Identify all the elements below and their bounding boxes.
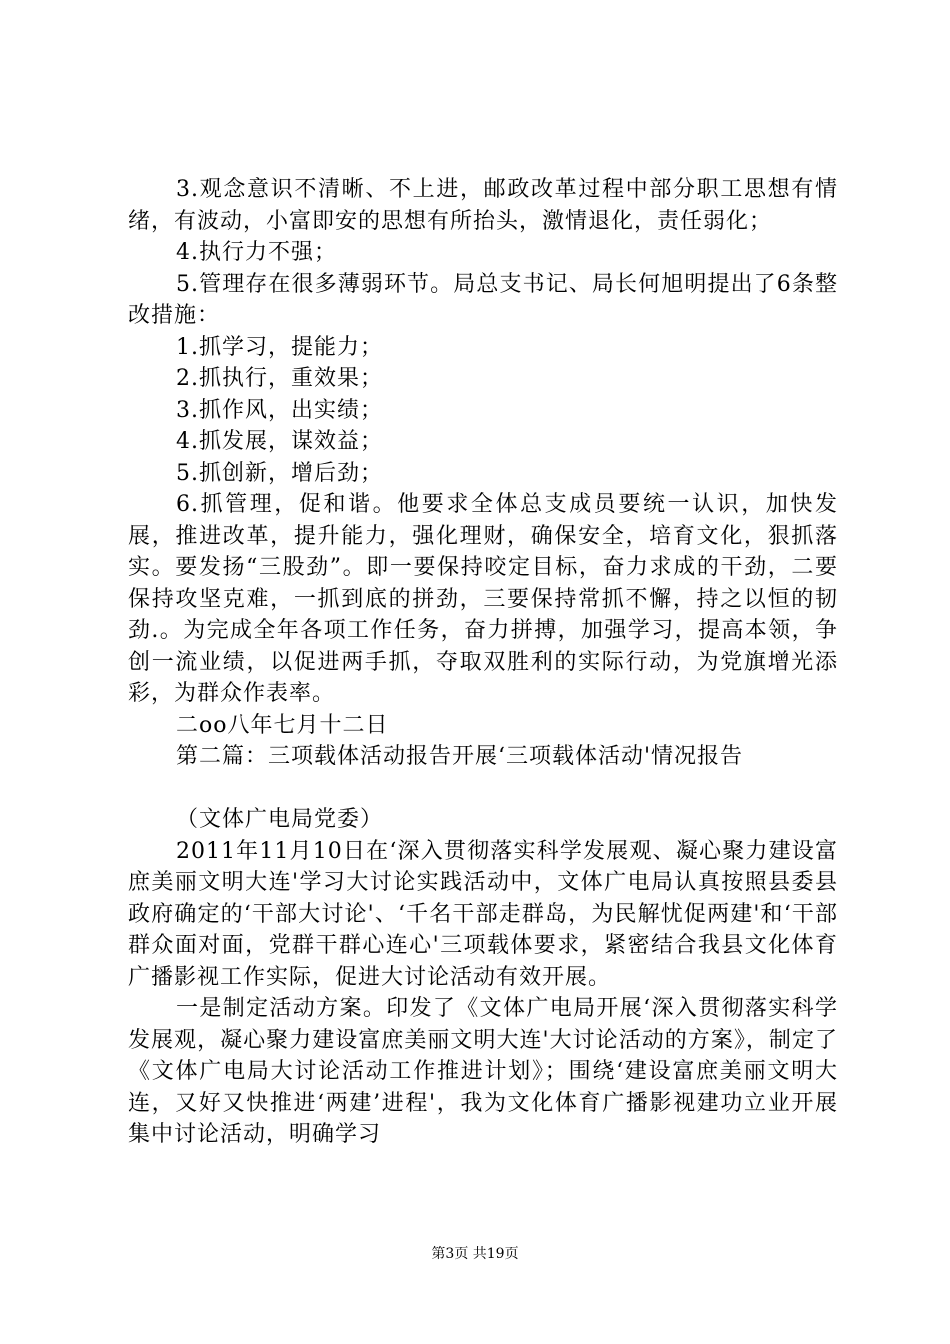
author-line: （文体广电局党委） bbox=[176, 807, 384, 832]
paragraph: 4.执行力不强； bbox=[176, 240, 337, 265]
paragraph: 3.抓作风，出实绩； bbox=[176, 397, 383, 423]
paragraph: 5.抓创新，增后劲； bbox=[176, 460, 383, 486]
section-heading: 第二篇：三项载体活动报告开展‘三项载体活动'情况报告 bbox=[176, 744, 744, 769]
paragraph: 一是制定活动方案。印发了《文体广电局开展‘深入贯彻落实科学发展观，凝心聚力建设富庶美丽文明大连'大讨论活动的方案》，制定了《文体广电局大讨论活动工作推进计划》；围绕‘建设富庶美丽文明大连，又好又快推进‘两建’进程'，我为文化体育广播影视建功立业开展集中讨论活动，明确学习 bbox=[128, 996, 838, 1147]
document-body bbox=[128, 174, 838, 1151]
paragraph: 5.管理存在很多薄弱环节。局总支书记、局长何旭明提出了6条整改措施： bbox=[128, 271, 838, 328]
date-line: 二oo八年七月十二日 bbox=[176, 712, 389, 738]
paragraph: 2011年11月10日在‘深入贯彻落实科学发展观、凝心聚力建设富庶美丽文明大连'学习大讨论实践活动中，文体广电局认真按照县委县政府确定的‘干部大讨论'、‘千名干部走群岛，为民解忧促两建'和‘干部群众面对面，党群干群心连心'三项载体要求，紧密结合我县文化体育广播影视工作实际，促进大讨论活动有效开展。 bbox=[128, 838, 838, 990]
paragraph: 4.抓发展，谋效益； bbox=[176, 429, 383, 454]
page-number-footer: 第3页 共19页 bbox=[431, 1246, 519, 1262]
paragraph: 3.观念意识不清晰、不上进，邮政改革过程中部分职工思想有情绪，有波动，小富即安的思想有所抬头，激情退化，责任弱化； bbox=[128, 177, 838, 234]
paragraph: 2.抓执行，重效果； bbox=[176, 366, 383, 391]
paragraph: 1.抓学习，提能力； bbox=[176, 334, 383, 360]
blank-line bbox=[128, 773, 838, 805]
paragraph: 6.抓管理，促和谐。他要求全体总支成员要统一认识，加快发展，推进改革，提升能力，强化理财，确保安全，培育文化，狠抓落实。要发扬“三股劲”。即一要保持咬定目标，奋力求成的干劲，二要保持攻坚克难，一抓到底的拼劲，三要保持常抓不懈，持之以恒的韧劲.。为完成全年各项工作任务，奋力拼搏，加强学习，提高本领，争创一流业绩，以促进两手抓，夺取双胜利的实际行动，为党旗增光添彩，为群众作表率。 bbox=[128, 492, 838, 706]
